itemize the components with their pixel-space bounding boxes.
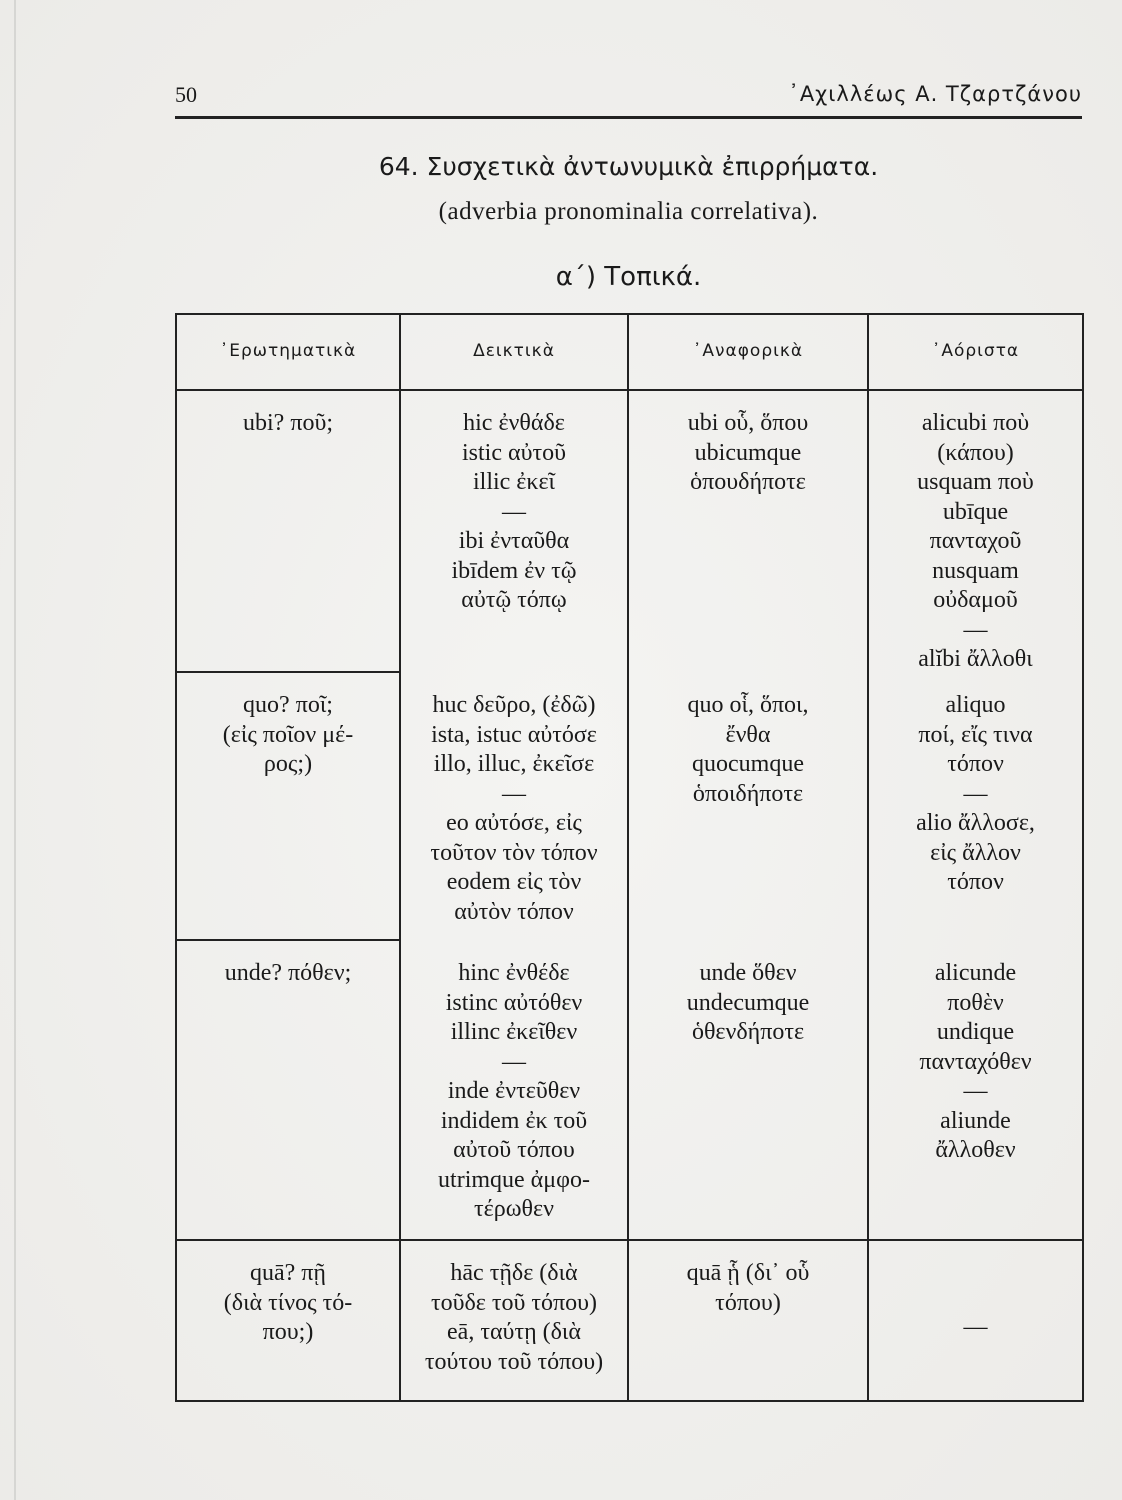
cell-line: — [963, 616, 988, 643]
section-subtitle: (adverbia pronominalia correlativa). [438, 198, 819, 225]
cell-line: istinc αὐτόθεν [445, 989, 583, 1016]
table-cell-interrogative [177, 1259, 399, 1348]
cell-line: unde? πόθεν; [224, 960, 352, 986]
table-cell-demonstrative [401, 691, 627, 927]
cell-line: undique [936, 1019, 1015, 1045]
cell-line: τοῦτον τὸν τόπον [430, 839, 598, 866]
cell-line: πανταχόθεν [919, 1048, 1032, 1075]
cell-line: quocumque [692, 751, 804, 777]
cell-line: — [963, 780, 988, 807]
cell-line: alicubi ποὺ [921, 410, 1030, 436]
cell-line: alĭbi ἄλλοθι [918, 646, 1033, 672]
cell-line: αὐτῷ τόπῳ [461, 587, 567, 613]
cell-line: ὁπουδήποτε [690, 469, 806, 495]
cell-line: istic αὐτοῦ [462, 439, 566, 466]
cell-line: ubi οὗ, ὅπου [687, 410, 809, 436]
cell-line: τόπου) [715, 1289, 781, 1316]
cell-line: illo, illuc, ἐκεῖσε [433, 751, 595, 777]
table-cell-demonstrative [401, 959, 627, 1225]
cell-line: hinc ἐνθέδε [458, 960, 570, 986]
cell-line: aliunde [940, 1107, 1011, 1134]
table-rule-horizontal [175, 671, 401, 673]
column-header-demonstrative: Δεικτικὰ [473, 341, 555, 361]
cell-line: eā, ταύτῃ (διὰ [447, 1319, 581, 1345]
cell-line: εἰς ἄλλον [930, 839, 1021, 866]
table-cell-demonstrative [401, 409, 627, 616]
cell-line: ubi? ποῦ; [243, 410, 333, 436]
cell-line: (κάπου) [937, 439, 1014, 466]
cell-line: quā ᾗ (δι᾿ οὗ [686, 1260, 810, 1286]
table-cell-indefinite [869, 959, 1082, 1166]
cell-line: — [502, 780, 526, 807]
cell-line: quo οἷ, ὅποι, [687, 692, 809, 718]
table-rule-horizontal [175, 939, 401, 941]
cell-line: τόπον [947, 869, 1004, 895]
column-header-indefinite: ᾿Αόριστα [931, 341, 1020, 361]
cell-line: usquam ποὺ [917, 469, 1034, 495]
cell-line: inde ἐντεῦθεν [447, 1078, 581, 1104]
cell-line: nusquam [932, 557, 1019, 584]
cell-line: huc δεῦρο, (ἐδῶ) [432, 692, 596, 718]
table-cell-indefinite [869, 1313, 1082, 1343]
table-rule-vertical [1082, 315, 1084, 1400]
cell-line: — [963, 1314, 988, 1340]
cell-line: τέρωθεν [474, 1196, 554, 1222]
cell-line: οὐδαμοῦ [933, 587, 1018, 613]
cell-line: ubīque [942, 498, 1009, 525]
cell-line: illinc ἐκεῖθεν [450, 1019, 578, 1045]
correlative-adverbs-table [175, 313, 1084, 1402]
cell-line: eodem εἰς τὸν [446, 869, 582, 895]
cell-line: hic ἐνθάδε [463, 410, 565, 436]
cell-line: indidem ἐκ τοῦ [440, 1107, 588, 1134]
cell-line: utrimque ἀμφο- [438, 1166, 590, 1193]
column-header-relative: ᾿Αναφορικὰ [692, 341, 804, 361]
table-cell-relative [629, 959, 867, 1048]
cell-line: ibi ἐνταῦθα [458, 528, 570, 554]
table-cell-interrogative [177, 959, 399, 989]
cell-line: ποί, εἴς τινα [918, 721, 1033, 748]
cell-line: — [502, 498, 526, 525]
table-cell-interrogative [177, 409, 399, 439]
table-cell-interrogative [177, 691, 399, 780]
cell-line: (διὰ τίνος τό- [223, 1289, 353, 1316]
cell-line: alio ἄλλοσε, [916, 810, 1035, 836]
cell-line: unde ὅθεν [699, 960, 797, 986]
cell-line: αὐτὸν τόπον [454, 898, 574, 925]
table-rule-vertical [175, 315, 177, 1400]
table-cell-indefinite [869, 409, 1082, 675]
cell-line: τοῦδε τοῦ τόπου) [430, 1289, 598, 1316]
cell-line: ibīdem ἐν τῷ [451, 557, 577, 584]
cell-line: ista, istuc αὐτόσε [431, 721, 597, 748]
column-header-interrogative: ᾿Ερωτηματικὰ [219, 341, 357, 361]
page-header [175, 82, 1082, 119]
cell-line: ἄλλοθεν [935, 1137, 1016, 1163]
table-cell-relative [629, 691, 867, 809]
cell-line: quo? ποῖ; [243, 692, 333, 718]
cell-line: ὁθενδήποτε [691, 1019, 805, 1045]
cell-line: ὁποιδήποτε [692, 780, 804, 807]
page-edge-shadow [14, 0, 16, 1500]
table-cell-indefinite [869, 691, 1082, 898]
cell-line: ubicumque [694, 439, 802, 466]
cell-line: ρος;) [263, 751, 313, 777]
cell-line: illic ἐκεῖ [472, 469, 556, 495]
cell-line: — [502, 1048, 526, 1075]
cell-line: aliquo [945, 692, 1006, 718]
page-number: 50 [175, 82, 197, 107]
table-cell-demonstrative [401, 1259, 627, 1377]
table-cell-relative [629, 1259, 867, 1318]
table-rule-horizontal [175, 389, 1084, 391]
cell-line: τόπον [947, 751, 1004, 777]
cell-line: undecumque [686, 989, 810, 1016]
cell-line: αὐτοῦ τόπου [453, 1137, 575, 1163]
cell-line: hāc τῇδε (διὰ [450, 1260, 578, 1286]
section-title: 64. Συσχετικὰ ἀντωνυμικὰ ἐπιρρήματα. [378, 152, 879, 181]
table-cell-relative [629, 409, 867, 498]
cell-line: quā? πῇ [250, 1260, 326, 1286]
cell-line: πανταχοῦ [929, 528, 1022, 554]
cell-line: (εἰς ποῖον μέ- [222, 721, 354, 748]
cell-line: τούτου τοῦ τόπου) [424, 1348, 604, 1375]
cell-line: eo αὐτόσε, εἰς [446, 810, 582, 836]
cell-line: ποθὲν [947, 989, 1004, 1016]
cell-line: ἔνθα [725, 721, 771, 748]
cell-line: που;) [262, 1319, 314, 1345]
running-head: ᾿Αχιλλέως Α. Τζαρτζάνου [788, 82, 1082, 106]
cell-line: — [963, 1078, 988, 1104]
cell-line: alicunde [934, 960, 1017, 986]
subsection-title: α΄) Τοπικά. [555, 262, 702, 292]
table-rule-horizontal [175, 1239, 1084, 1241]
